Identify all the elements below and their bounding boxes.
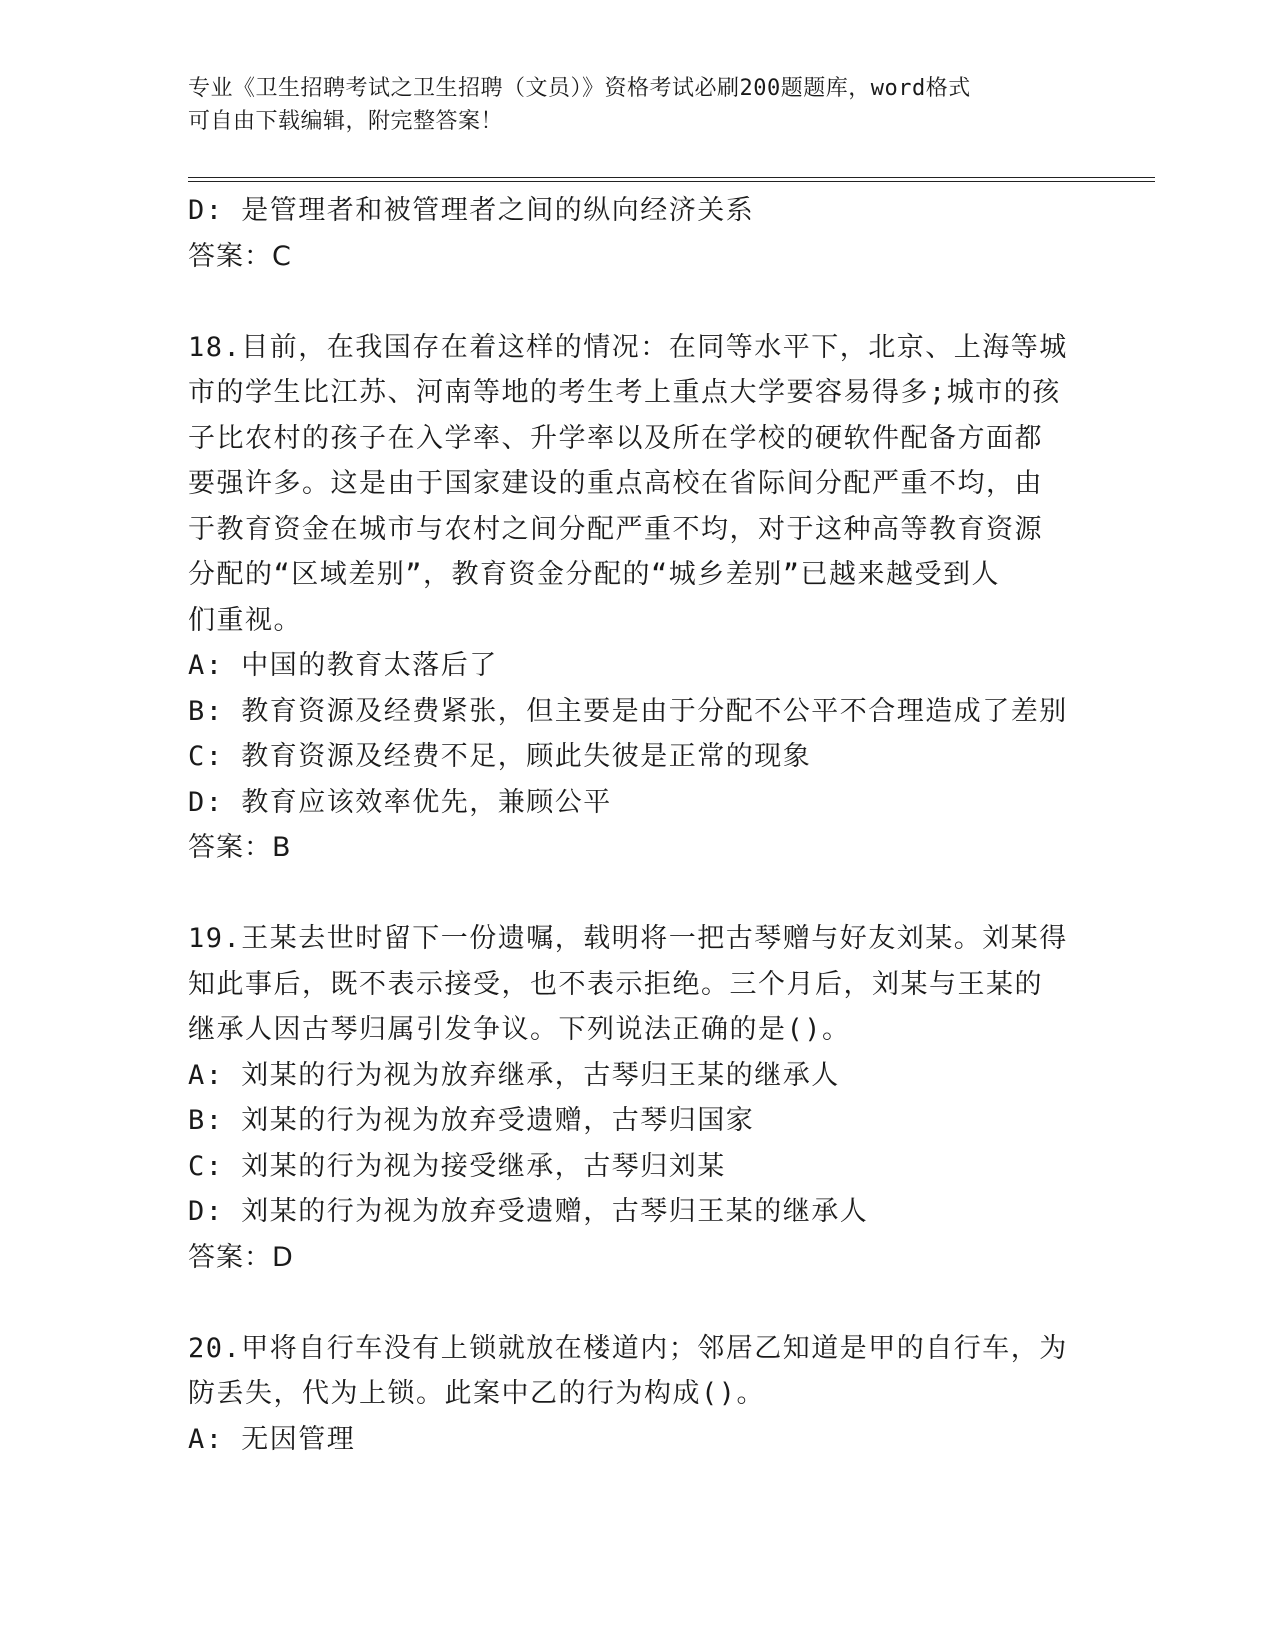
question-17-tail: [188, 188, 1078, 279]
q19-stem-line-1: 19.王某去世时留下一份遗嘱，载明将一把古琴赠与好友刘某。刘某得: [188, 923, 1068, 954]
spacer: [188, 1280, 1078, 1326]
q18-answer: 答案：B: [188, 832, 292, 863]
q19-option-a: A: 刘某的行为视为放弃继承，古琴归王某的继承人: [188, 1059, 840, 1091]
header-line-2: 可自由下载编辑，附完整答案！: [188, 109, 504, 134]
question-20: [188, 1326, 1078, 1463]
q18-stem-line-3: 子比农村的孩子在入学率、升学率以及所在学校的硬软件配备方面都: [188, 422, 1043, 454]
q18-option-d: D: 教育应该效率优先，兼顾公平: [188, 786, 612, 818]
q17-answer: 答案：C: [188, 240, 292, 272]
q19-stem-line-2: 知此事后，既不表示接受，也不表示拒绝。三个月后，刘某与王某的: [188, 968, 1043, 1000]
question-19: [188, 916, 1078, 1280]
page-header: [188, 72, 1078, 138]
q19-option-d: D: 刘某的行为视为放弃受遗赠，古琴归王某的继承人: [188, 1196, 869, 1227]
document-body: [188, 188, 1078, 1462]
q17-option-d: D: 是管理者和被管理者之间的纵向经济关系: [188, 195, 755, 226]
q18-stem-line-4: 要强许多。这是由于国家建设的重点高校在省际间分配严重不均，由: [188, 468, 1043, 499]
q18-option-b: B: 教育资源及经费紧张，但主要是由于分配不公平不合理造成了差别: [188, 695, 1068, 727]
q18-stem-line-1: 18.目前，在我国存在着这样的情况：在同等水平下，北京、上海等城: [188, 331, 1068, 363]
spacer: [188, 871, 1078, 917]
q18-stem-line-6: 分配的“区域差别”，教育资金分配的“城乡差别”已越来越受到人: [188, 559, 1001, 590]
q19-option-c: C: 刘某的行为视为接受继承，古琴归刘某: [188, 1150, 726, 1182]
q18-option-c: C: 教育资源及经费不足，顾此失彼是正常的现象: [188, 741, 812, 772]
header-divider: [188, 177, 1155, 182]
spacer: [188, 279, 1078, 325]
q20-stem-line-1: 20.甲将自行车没有上锁就放在楼道内；邻居乙知道是甲的自行车，为: [188, 1332, 1068, 1364]
q19-option-b: B: 刘某的行为视为放弃受遗赠，古琴归国家: [188, 1105, 755, 1136]
q20-stem-line-2: 防丢失，代为上锁。此案中乙的行为构成()。: [188, 1378, 766, 1409]
header-line-1: 专业《卫生招聘考试之卫生招聘（文员）》资格考试必刷200题题库，word格式: [188, 76, 971, 101]
q18-option-a: A: 中国的教育太落后了: [188, 650, 498, 681]
q18-stem-line-7: 们重视。: [188, 604, 302, 636]
question-18: [188, 325, 1078, 871]
q19-answer: 答案：D: [188, 1241, 294, 1273]
q18-stem-line-5: 于教育资金在城市与农村之间分配严重不均，对于这种高等教育资源: [188, 513, 1043, 545]
q20-option-a: A: 无因管理: [188, 1423, 356, 1455]
q19-stem-line-3: 继承人因古琴归属引发争议。下列说法正确的是()。: [188, 1014, 851, 1045]
q18-stem-line-2: 市的学生比江苏、河南等地的考生考上重点大学要容易得多;城市的孩: [188, 377, 1061, 408]
